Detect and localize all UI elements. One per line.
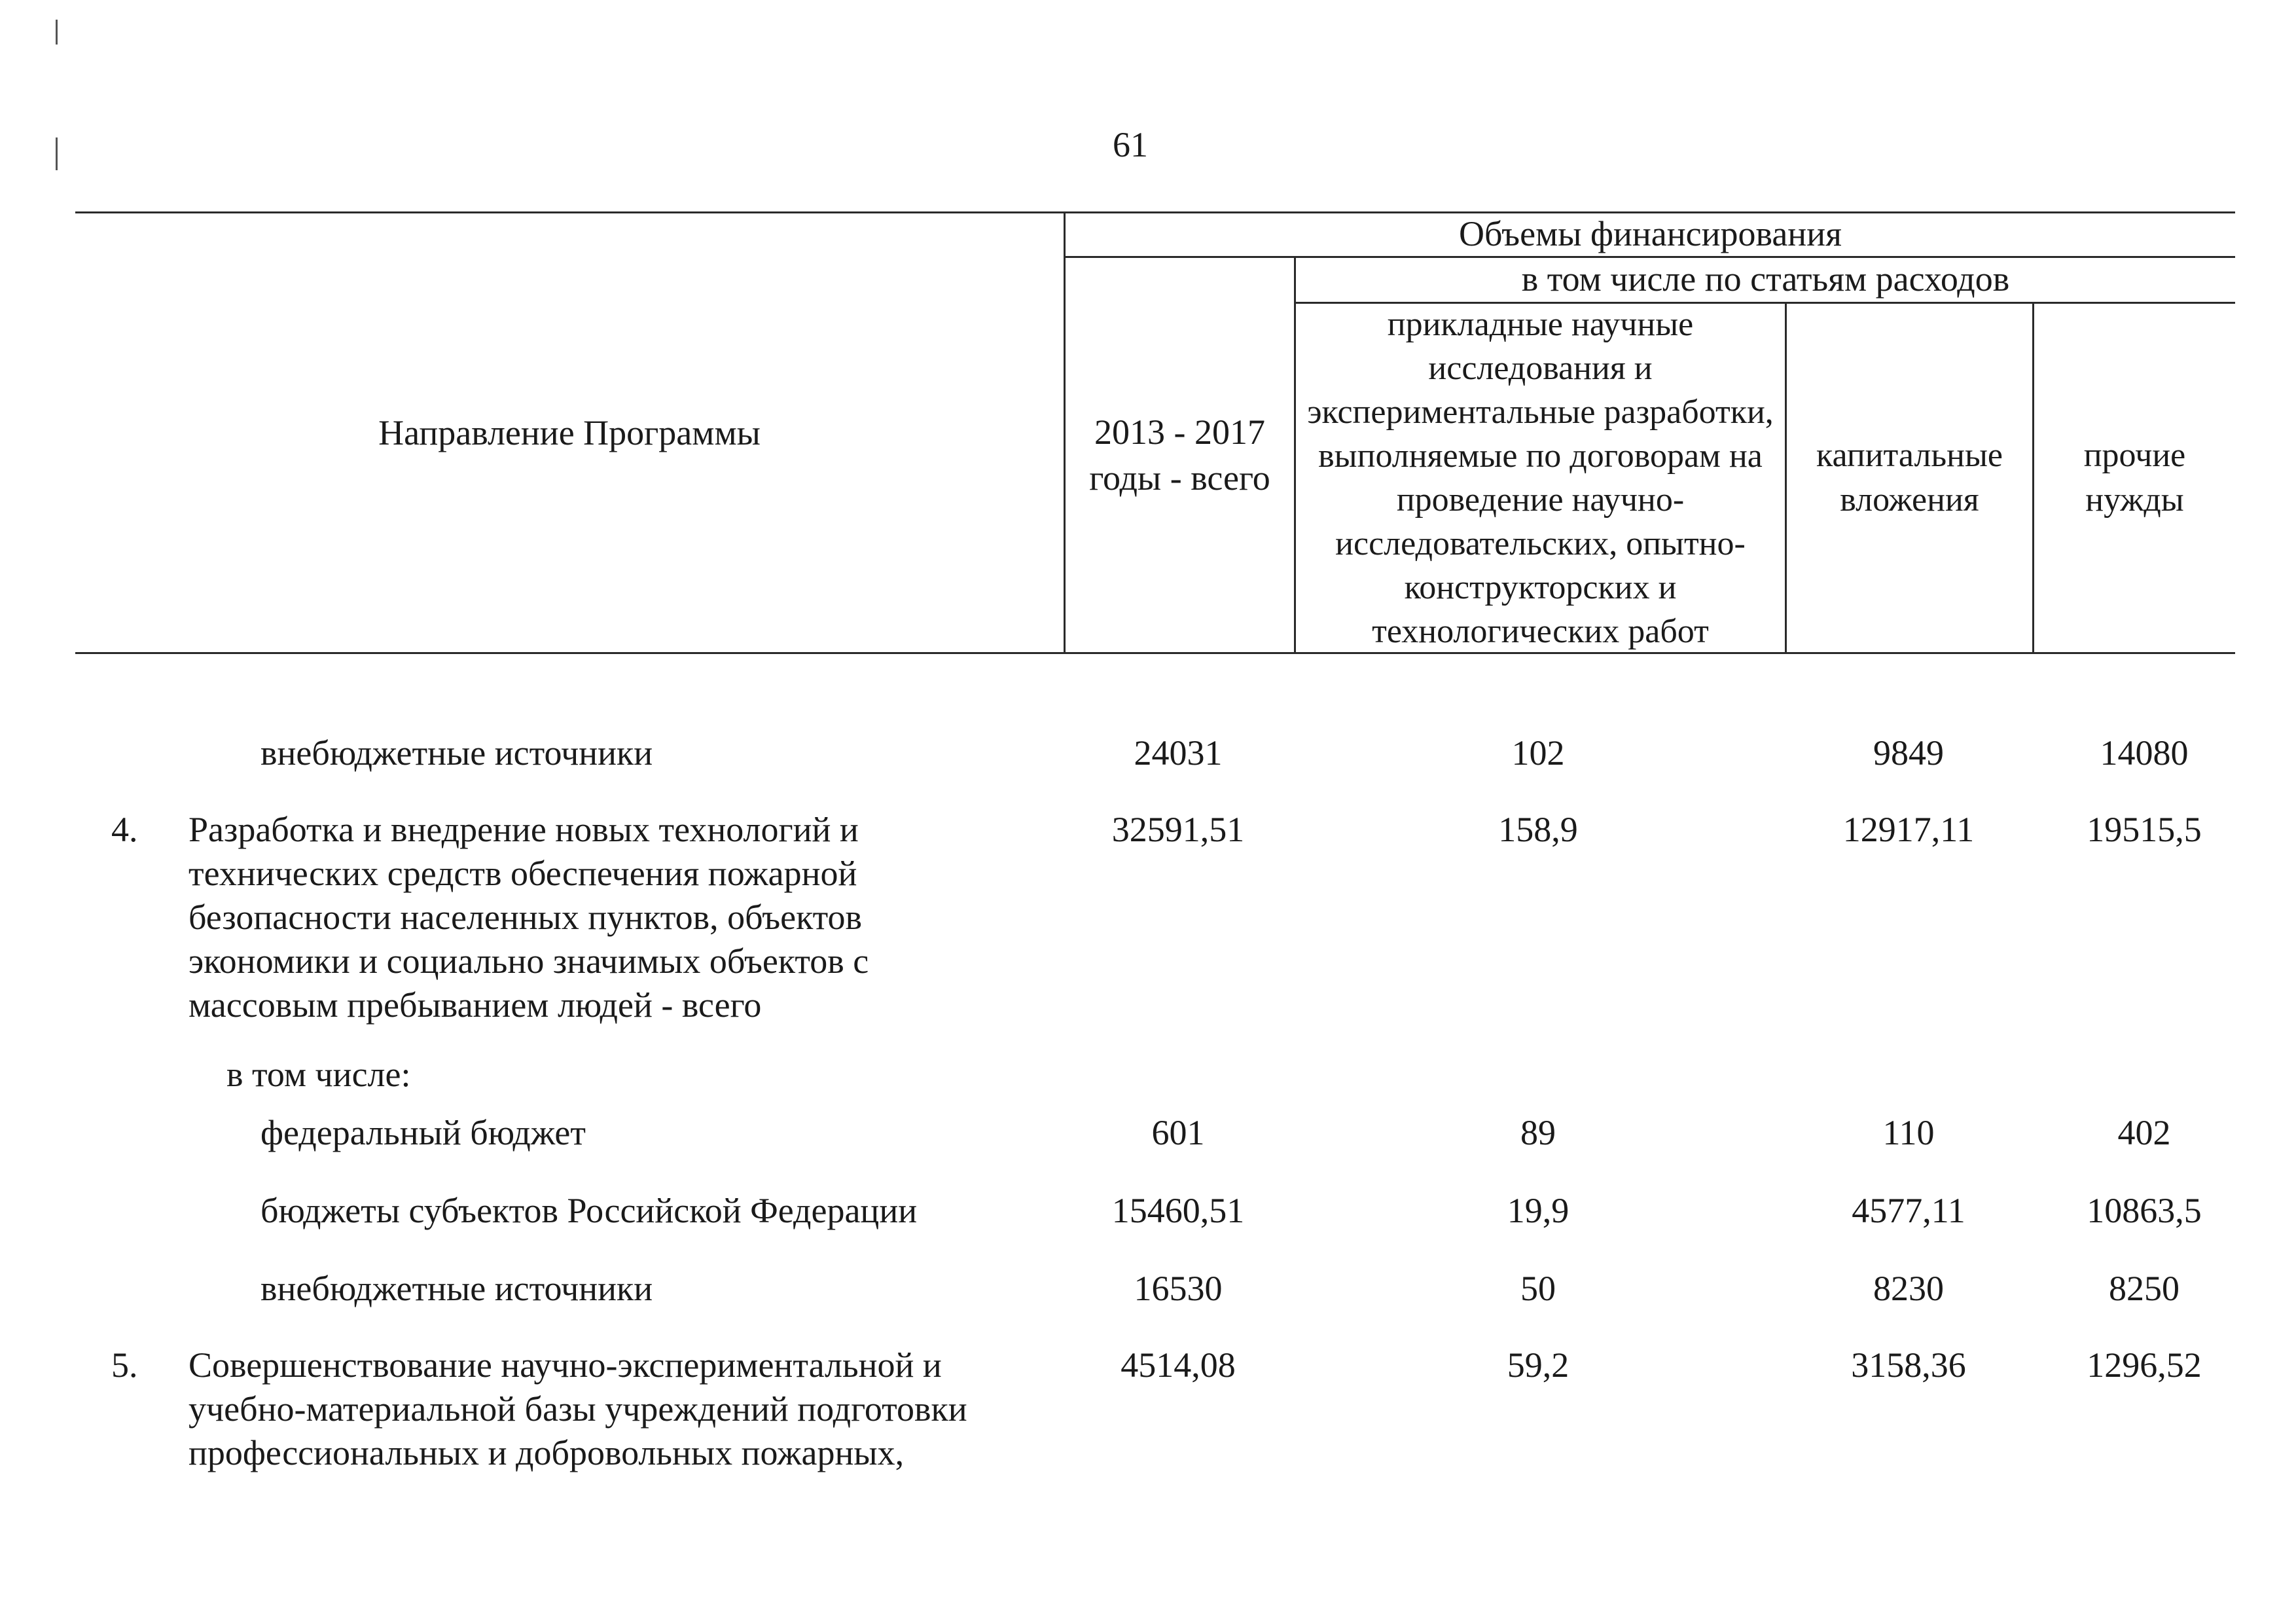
column-header-capital: капитальные вложения [1816,437,2003,519]
value-other: 19515,5 [2087,810,2202,849]
value-rnd: 102 [1511,733,1565,773]
value-total: 15460,51 [1111,1191,1245,1230]
scan-margin-mark [56,20,58,45]
column-header-other: прочие нужды [2083,437,2186,519]
value-rnd: 50 [1520,1269,1556,1308]
value-other: 10863,5 [2087,1191,2202,1230]
value-total: 16530 [1134,1269,1223,1308]
value-rnd: 19,9 [1507,1191,1570,1230]
row-number: 5. [111,1345,138,1385]
value-capital: 8230 [1873,1269,1944,1308]
value-total: 4514,08 [1121,1345,1236,1385]
value-capital: 12917,11 [1842,810,1975,849]
value-capital: 9849 [1873,733,1944,773]
value-capital: 110 [1882,1113,1935,1152]
column-header-total: 2013 - 2017 годы - всего [1089,412,1270,498]
row-label: Разработка и внедрение новых технологий и технических средств обеспечения пожарной безопасности населенных пунктов, объектов экономики и социально значимых объектов с массовым пребыванием людей - всего [188,810,869,1025]
column-header-rnd: прикладные научные исследования и экспериментальные разработки, выполняемые по договорам на проведение научно-исследовательских, опытно-конструкторских и технологических работ [1307,306,1774,650]
scan-margin-mark [56,137,58,170]
value-total: 24031 [1134,733,1223,773]
value-other: 14080 [2100,733,2189,773]
value-rnd: 59,2 [1507,1345,1570,1385]
row-label: федеральный бюджет [260,1113,586,1152]
row-label: в том числе: [226,1055,411,1094]
value-total: 601 [1151,1113,1205,1152]
row-number: 4. [111,810,138,849]
table-header [75,211,2235,654]
column-subgroup-expenses: в том числе по статьям расходов [1521,259,2010,299]
row-label: Совершенствование научно-экспериментальной и учебно-материальной базы учреждений подготовки профессиональных и добровольных пожарных, [188,1345,967,1472]
value-capital: 3158,36 [1851,1345,1966,1385]
value-other: 402 [2117,1113,2171,1152]
value-capital: 4577,11 [1852,1191,1965,1230]
value-rnd: 158,9 [1498,810,1578,849]
value-total: 32591,51 [1111,810,1245,849]
page-number: 61 [1113,125,1148,164]
column-group-financing: Объемы финансирования [1459,214,1842,253]
column-header-direction: Направление Программы [378,413,761,452]
value-other: 1296,52 [2087,1345,2202,1385]
row-label: внебюджетные источники [260,733,653,773]
row-label: бюджеты субъектов Российской Федерации [260,1191,918,1230]
value-rnd: 89 [1520,1113,1556,1152]
row-label: внебюджетные источники [260,1269,653,1308]
value-other: 8250 [2109,1269,2179,1308]
